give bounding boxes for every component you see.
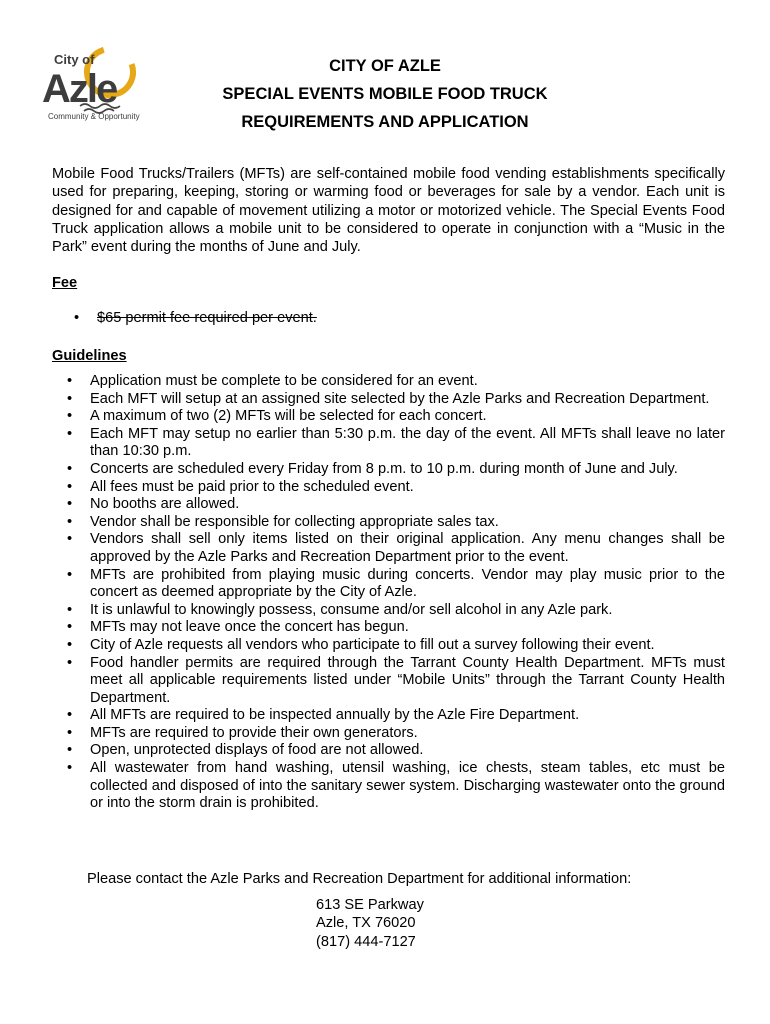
fee-heading: Fee bbox=[52, 275, 78, 291]
guideline-text: All MFTs are required to be inspected annually by the Azle Fire Department. bbox=[90, 707, 580, 724]
bullet-icon: • bbox=[67, 619, 73, 636]
guideline-text: It is unlawful to knowingly possess, consume and/or sell alcohol in any Azle park. bbox=[90, 601, 613, 618]
logo-city-of: City of bbox=[54, 52, 95, 67]
bullet-icon: • bbox=[67, 742, 73, 759]
guideline-text: No booths are allowed. bbox=[90, 496, 240, 513]
guideline-item bbox=[52, 655, 725, 708]
guideline-item bbox=[52, 725, 725, 743]
intro-paragraph: Mobile Food Trucks/Trailers (MFTs) are self-contained mobile food vending establishments specifically used for preparing, keeping, storing or warming food or beverages for sale by a vendor. Each unit is designed for and capable of movement utilizing a motor or motorized vehicle. The Special Events Food Truck application allows a mobile unit to be considered to operate in conjunction with a “Music in the Park” event during the months of June and July. bbox=[52, 166, 725, 256]
guideline-text: Each MFT may setup no earlier than 5:30 p.m. the day of the event. All MFTs shall leave no later than 10:30 p.m. bbox=[90, 425, 725, 460]
guideline-item bbox=[52, 567, 725, 602]
guideline-text: A maximum of two (2) MFTs will be selected for each concert. bbox=[90, 408, 487, 425]
guideline-item bbox=[52, 742, 725, 760]
guideline-text: Each MFT will setup at an assigned site selected by the Azle Parks and Recreation Department. bbox=[90, 390, 710, 407]
title-line-3: REQUIREMENTS AND APPLICATION bbox=[241, 113, 529, 131]
bullet-icon: • bbox=[67, 654, 73, 671]
bullet-icon: • bbox=[67, 408, 73, 425]
logo-tagline: Community & Opportunity bbox=[48, 112, 140, 121]
guideline-item bbox=[52, 619, 725, 637]
contact-address bbox=[316, 896, 424, 951]
bullet-icon: • bbox=[67, 531, 73, 548]
title-line-1: CITY OF AZLE bbox=[329, 57, 441, 75]
bullet-icon: • bbox=[67, 601, 73, 618]
fee-list bbox=[52, 309, 725, 327]
bullet-icon: • bbox=[67, 636, 73, 653]
address-city: Azle, TX 76020 bbox=[316, 915, 416, 932]
guideline-text: All fees must be paid prior to the scheduled event. bbox=[90, 478, 414, 495]
bullet-icon: • bbox=[67, 724, 73, 741]
document-title bbox=[160, 52, 610, 136]
guideline-item bbox=[52, 531, 725, 566]
guideline-item bbox=[52, 637, 725, 655]
guideline-item bbox=[52, 373, 725, 391]
guideline-item bbox=[52, 514, 725, 532]
bullet-icon: • bbox=[67, 478, 73, 495]
guideline-item bbox=[52, 602, 725, 620]
bullet-icon: • bbox=[67, 390, 73, 407]
bullet-icon: • bbox=[67, 760, 73, 777]
bullet-icon: • bbox=[67, 707, 73, 724]
guideline-text: Concerts are scheduled every Friday from 8 p.m. to 10 p.m. during month of June and July. bbox=[90, 460, 678, 477]
title-line-2: SPECIAL EVENTS MOBILE FOOD TRUCK bbox=[222, 85, 548, 103]
guideline-item bbox=[52, 461, 725, 479]
address-street: 613 SE Parkway bbox=[316, 897, 424, 913]
fee-item-text: $65 permit fee required per event. bbox=[97, 310, 317, 326]
guideline-item bbox=[52, 479, 725, 497]
bullet-icon: • bbox=[67, 460, 73, 477]
guideline-text: MFTs are prohibited from playing music during concerts. Vendor may play music prior to the concert as deemed appropriate by the City of Azle. bbox=[90, 566, 725, 601]
contact-text: Please contact the Azle Parks and Recreation Department for additional information: bbox=[87, 871, 632, 887]
guideline-text: All wastewater from hand washing, utensil washing, ice chests, steam tables, etc must be collected and disposed of into the sanitary sewer system. Discharging wastewater onto the ground or into the storm drain is prohibited. bbox=[90, 760, 725, 812]
guideline-text: Application must be complete to be considered for an event. bbox=[90, 373, 478, 389]
bullet-icon: • bbox=[67, 373, 73, 389]
guideline-item bbox=[52, 426, 725, 461]
city-of-azle-logo bbox=[40, 44, 152, 122]
guideline-text: Food handler permits are required through the Tarrant County Health Department. MFTs must meet all applicable requirements listed under “Mobile Units” through the Tarrant County Health Department. bbox=[90, 654, 725, 706]
guideline-item bbox=[52, 707, 725, 725]
guideline-item bbox=[52, 760, 725, 813]
bullet-icon: • bbox=[67, 513, 73, 530]
guidelines-heading: Guidelines bbox=[52, 348, 127, 364]
guideline-text: Open, unprotected displays of food are not allowed. bbox=[90, 742, 424, 759]
guideline-item bbox=[52, 408, 725, 426]
guideline-text: MFTs may not leave once the concert has begun. bbox=[90, 619, 409, 636]
contact-phone: (817) 444-7127 bbox=[316, 933, 416, 950]
guideline-text: MFTs are required to provide their own generators. bbox=[90, 724, 418, 741]
bullet-icon: • bbox=[67, 566, 73, 583]
bullet-icon: • bbox=[74, 310, 80, 326]
guideline-text: Vendor shall be responsible for collecting appropriate sales tax. bbox=[90, 513, 499, 530]
guideline-item bbox=[52, 496, 725, 514]
guideline-text: City of Azle requests all vendors who participate to fill out a survey following their event. bbox=[90, 636, 655, 653]
guideline-text: Vendors shall sell only items listed on their original application. Any menu changes shall be approved by the Azle Parks and Recreation Department prior to the event. bbox=[90, 531, 725, 565]
logo-azle: Azle bbox=[42, 67, 117, 111]
bullet-icon: • bbox=[67, 425, 73, 442]
guidelines-list bbox=[52, 373, 725, 813]
guideline-item bbox=[52, 391, 725, 409]
fee-item bbox=[52, 309, 725, 327]
bullet-icon: • bbox=[67, 496, 73, 513]
